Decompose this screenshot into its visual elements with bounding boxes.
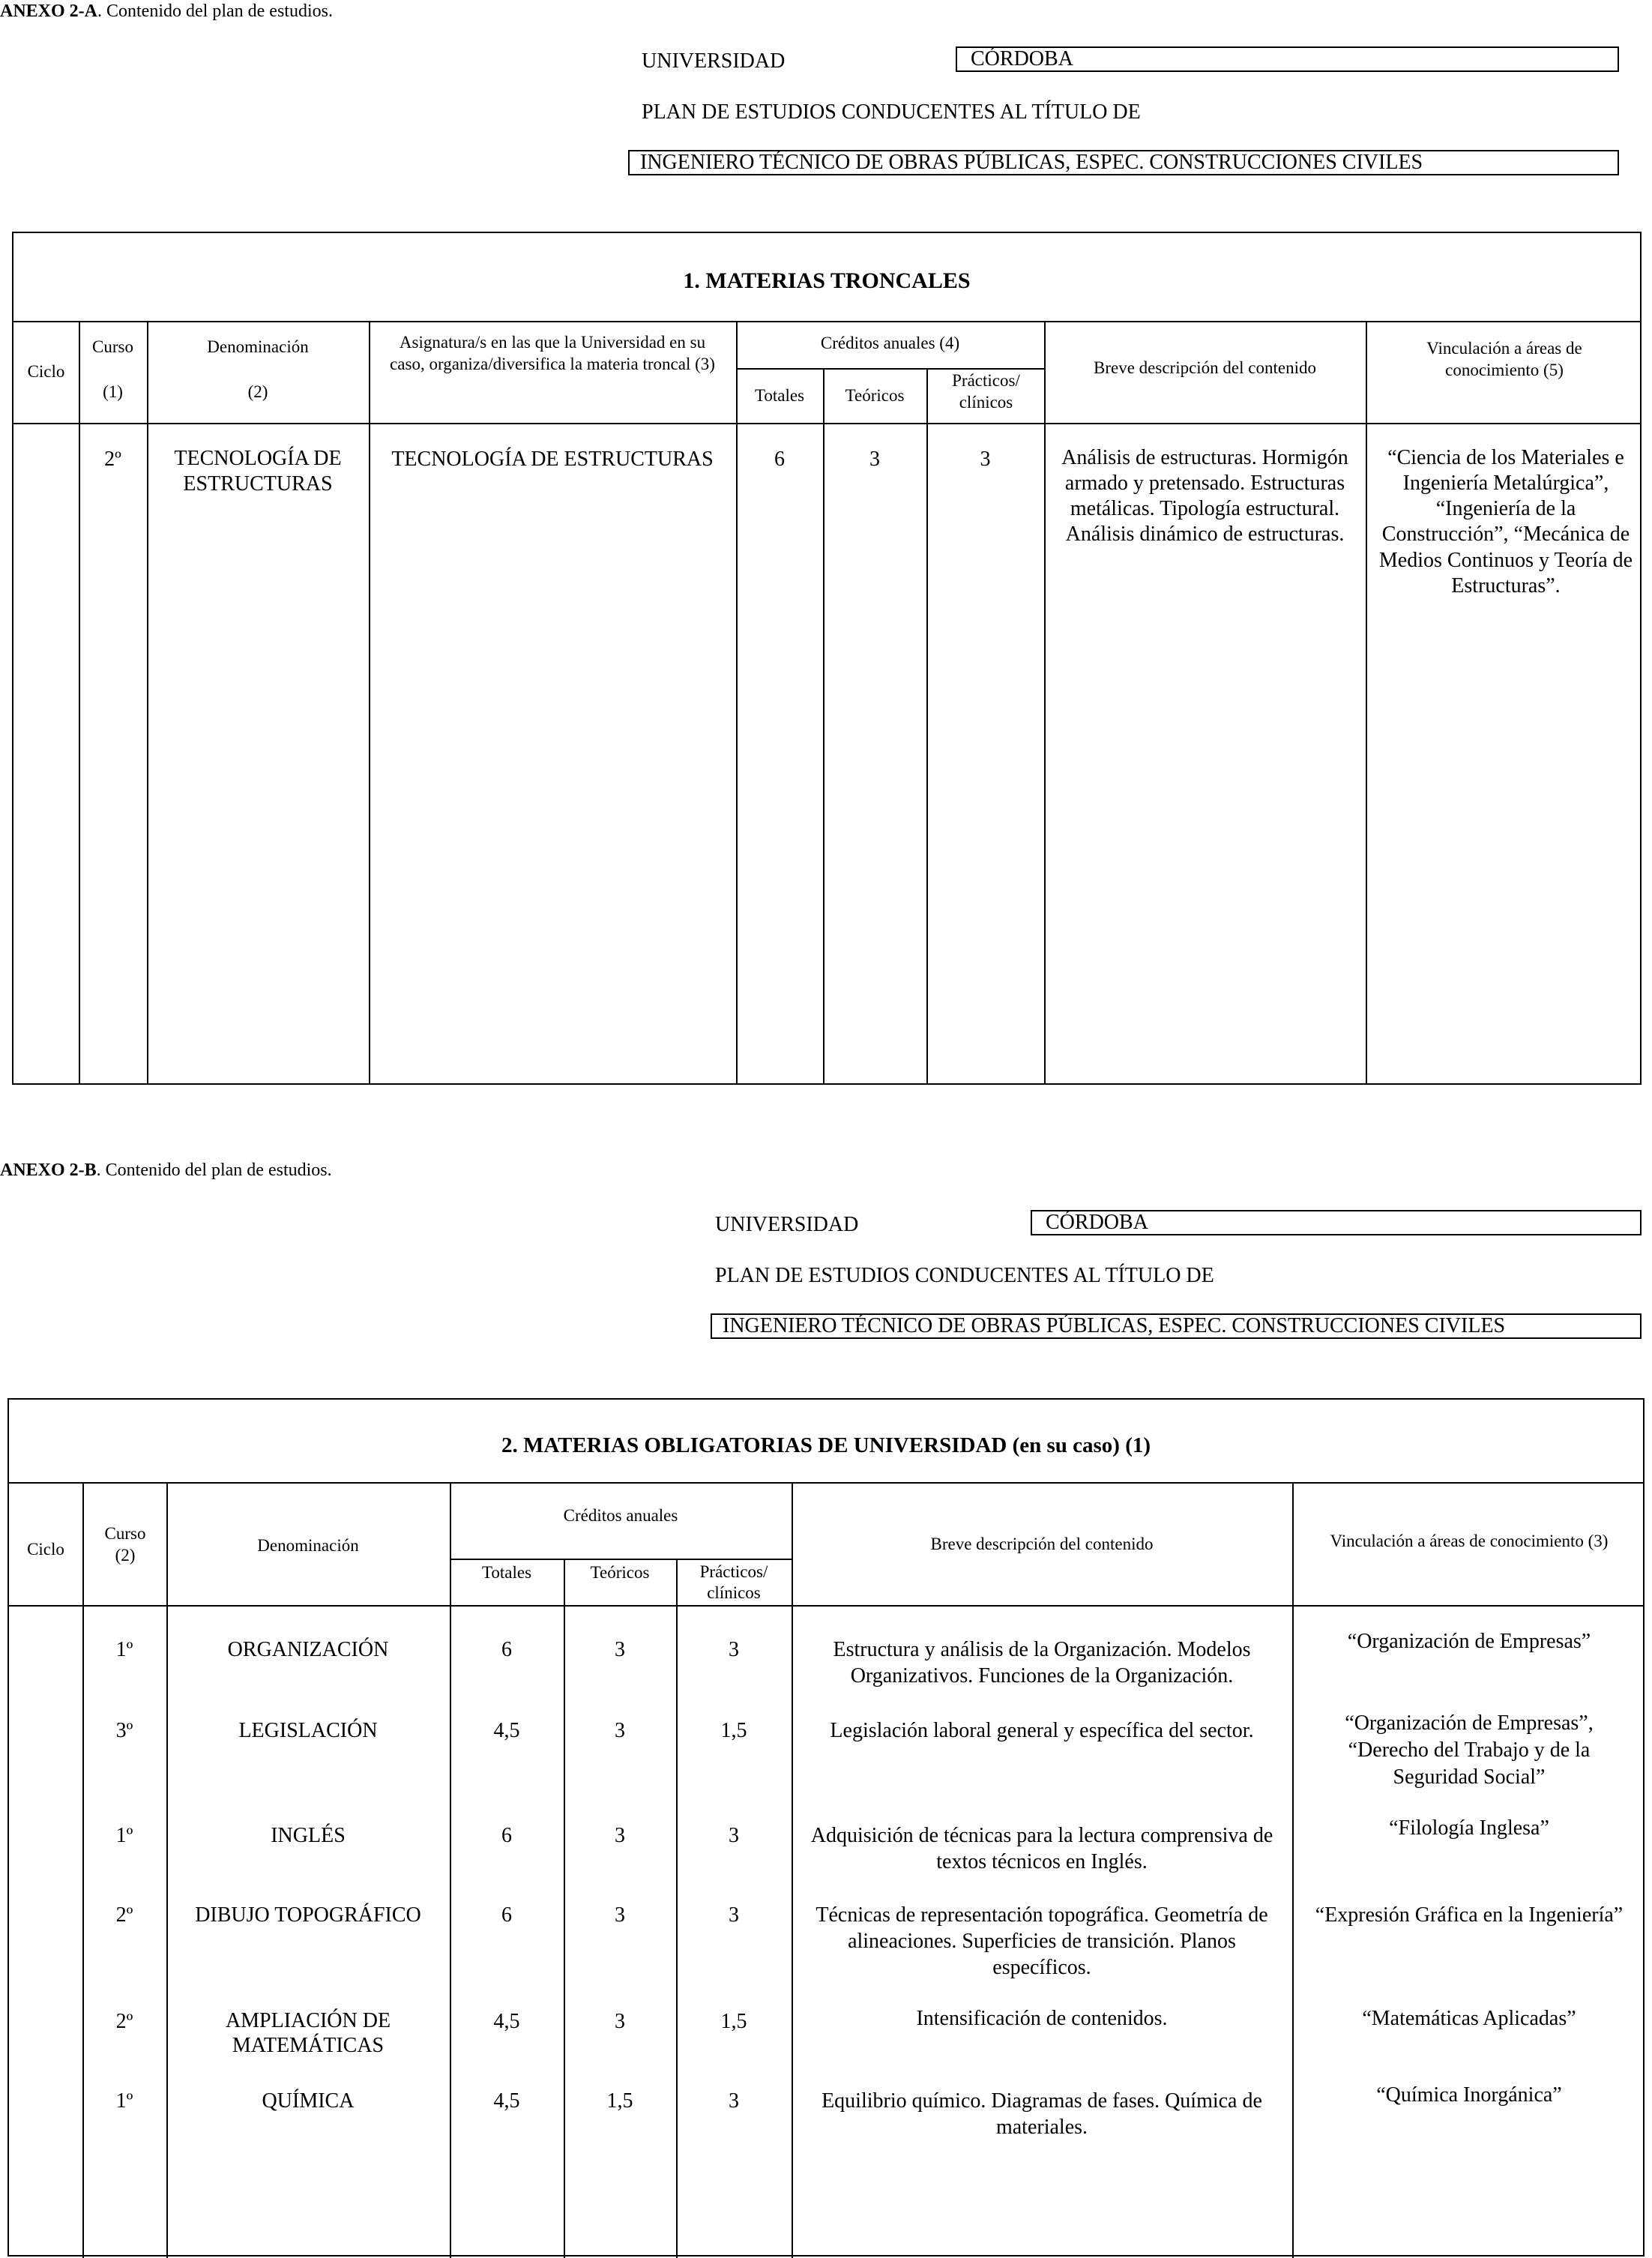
annex-b-heading-code: ANEXO 2-B [0, 1160, 97, 1180]
annex-a-heading-code: ANEXO 2-A [0, 1, 97, 21]
annex-b-row-totales: 6 [501, 1903, 512, 1927]
annex-b-row-denominacion: QUÍMICA [262, 2089, 355, 2113]
annex-b-row-teoricos: 3 [615, 1638, 625, 1661]
annex-b-row-practicos: 3 [729, 1638, 739, 1661]
annex-a-row-descripcion: Análisis de estructuras. Hormigón armado y pretensado. Estructuras metálicas. Tipología estructural. Análisis dinámico de estructuras. [1061, 446, 1348, 547]
annex-a-header-denominacion: Denominación [207, 337, 309, 356]
annex-b-header-curso: Curso (2) [104, 1524, 146, 1565]
annex-b-row-descripcion: Estructura y análisis de la Organización. Modelos Organizativos. Funciones de la Organización. [833, 1638, 1251, 1688]
annex-b-row-curso: 1º [115, 2089, 133, 2113]
annex-b-row-descripcion: Intensificación de contenidos. [916, 2007, 1168, 2030]
annex-b-row-descripcion: Adquisición de técnicas para la lectura comprensiva de textos técnicos en Inglés. [810, 1824, 1273, 1873]
annex-a-table-title: 1. MATERIAS TRONCALES [683, 268, 971, 293]
annex-a-header-teoricos: Teóricos [845, 386, 905, 405]
annex-a-row-teoricos: 3 [869, 448, 880, 471]
annex-b-row-totales: 4,5 [493, 2089, 520, 2113]
annex-b-row-teoricos: 3 [615, 1903, 625, 1927]
annex-b-header-denominacion: Denominación [257, 1536, 359, 1555]
annex-b-table-title: 2. MATERIAS OBLIGATORIAS DE UNIVERSIDAD (en su caso) (1) [501, 1433, 1151, 1457]
annex-b-row-curso: 2º [115, 2010, 133, 2033]
annex-a-header-curso: Curso [92, 337, 133, 356]
annex-b-row-totales: 4,5 [493, 2010, 520, 2033]
annex-b-header-teoricos: Teóricos [590, 1563, 650, 1582]
annex-b-row-totales: 6 [501, 1638, 512, 1661]
annex-a-heading-text: . Contenido del plan de estudios. [97, 1, 333, 21]
annex-b-heading [0, 1160, 332, 1181]
annex-b-row-curso: 1º [115, 1638, 133, 1661]
annex-b-header-vinculacion: Vinculación a áreas de conocimiento (3) [1330, 1532, 1609, 1550]
annex-b-row-curso: 2º [115, 1903, 133, 1927]
annex-b-row-practicos: 3 [729, 1903, 739, 1927]
annex-b-row-practicos: 1,5 [720, 1719, 747, 1742]
annex-b-row-denominacion: ORGANIZACIÓN [227, 1638, 389, 1661]
annex-a-row-vinculacion: “Ciencia de los Materiales e Ingeniería Metalúrgica”, “Ingeniería de la Construcción”, “Mecánica de Medios Continuos y Teoría de Estructuras”. [1378, 446, 1633, 597]
annex-b-header-creditos: Créditos anuales [563, 1506, 678, 1525]
annex-a-row-curso: 2º [104, 448, 121, 471]
annex-b-table [7, 1398, 1645, 2257]
annex-b-row-descripcion: Equilibrio químico. Diagramas de fases. Química de materiales. [822, 2089, 1262, 2139]
annex-b-row-totales: 4,5 [493, 1719, 520, 1742]
annex-b-heading-text: . Contenido del plan de estudios. [96, 1160, 332, 1180]
annex-b-university-label: UNIVERSIDAD [715, 1213, 859, 1236]
annex-a-row-totales: 6 [774, 448, 785, 471]
annex-a-row-practicos: 3 [980, 448, 991, 471]
annex-a-row-denominacion: TECNOLOGÍA DE ESTRUCTURAS [174, 447, 342, 496]
annex-a-header-asignatura: Asignatura/s en las que la Universidad en su caso, organiza/diversifica la materia troncal (3) [390, 333, 715, 373]
annex-b-row-descripcion: Técnicas de representación topográfica. Geometría de alineaciones. Superficies de transición. Planos específicos. [816, 1903, 1268, 1979]
annex-a-table [12, 232, 1642, 1085]
annex-b-row-vinculacion: “Organización de Empresas” [1347, 1630, 1591, 1653]
annex-b-row-vinculacion: “Química Inorgánica” [1376, 2083, 1562, 2107]
annex-a-heading [0, 1, 333, 22]
annex-a-row-asignatura: TECNOLOGÍA DE ESTRUCTURAS [391, 448, 714, 471]
annex-b-row-practicos: 3 [729, 2089, 739, 2113]
annex-a-university-field: CÓRDOBA [956, 46, 1619, 72]
annex-a-university-label: UNIVERSIDAD [642, 49, 786, 73]
annex-b-header-practicos: Prácticos/ clínicos [699, 1562, 768, 1602]
annex-b-header-totales: Totales [481, 1563, 532, 1582]
annex-b-row-totales: 6 [501, 1824, 512, 1847]
annex-b-university-field: CÓRDOBA [1031, 1210, 1642, 1235]
annex-b-row-descripcion: Legislación laboral general y específica del sector. [830, 1719, 1254, 1742]
annex-b-row-denominacion: AMPLIACIÓN DE MATEMÁTICAS [225, 2009, 391, 2058]
annex-b-row-curso: 3º [115, 1719, 133, 1742]
annex-a-header-curso-note: (1) [103, 382, 123, 401]
annex-a-plan-label: PLAN DE ESTUDIOS CONDUCENTES AL TÍTULO DE [642, 100, 1141, 124]
annex-a-header-denominacion-note: (2) [247, 382, 268, 401]
annex-b-row-teoricos: 3 [615, 1719, 625, 1742]
annex-a-header-practicos: Prácticos/ clínicos [952, 371, 1020, 412]
annex-a-degree-field: INGENIERO TÉCNICO DE OBRAS PÚBLICAS, ESPEC. CONSTRUCCIONES CIVILES [628, 150, 1619, 175]
annex-b-row-curso: 1º [115, 1824, 133, 1847]
annex-a-header-descripcion: Breve descripción del contenido [1094, 358, 1316, 377]
annex-b-row-vinculacion: “Organización de Empresas”, “Derecho del Trabajo y de la Seguridad Social” [1345, 1711, 1594, 1789]
annex-b-row-teoricos: 3 [615, 1824, 625, 1847]
annex-b-row-practicos: 1,5 [720, 2010, 747, 2033]
annex-b-row-denominacion: INGLÉS [271, 1824, 346, 1847]
annex-b-row-vinculacion: “Filología Inglesa” [1389, 1816, 1549, 1840]
annex-a-header-creditos: Créditos anuales (4) [820, 334, 960, 352]
annex-b-row-denominacion: LEGISLACIÓN [238, 1719, 378, 1742]
annex-b-row-teoricos: 3 [615, 2010, 625, 2033]
annex-b-row-practicos: 3 [729, 1824, 739, 1847]
annex-b-row-denominacion: DIBUJO TOPOGRÁFICO [195, 1903, 421, 1927]
annex-b-row-teoricos: 1,5 [606, 2089, 633, 2113]
annex-b-header-ciclo: Ciclo [27, 1540, 64, 1559]
annex-a-header-ciclo: Ciclo [27, 362, 65, 381]
annex-b-row-vinculacion: “Matemáticas Aplicadas” [1362, 2007, 1576, 2030]
annex-b-header-descripcion: Breve descripción del contenido [930, 1535, 1154, 1553]
annex-b-degree-field: INGENIERO TÉCNICO DE OBRAS PÚBLICAS, ESPEC. CONSTRUCCIONES CIVILES [711, 1313, 1642, 1339]
annex-a-header-totales: Totales [754, 386, 805, 405]
annex-b-row-vinculacion: “Expresión Gráfica en la Ingeniería” [1315, 1903, 1624, 1927]
annex-a-header-vinculacion: Vinculación a áreas de conocimiento (5) [1426, 339, 1582, 379]
annex-b-plan-label: PLAN DE ESTUDIOS CONDUCENTES AL TÍTULO DE [715, 1264, 1214, 1287]
